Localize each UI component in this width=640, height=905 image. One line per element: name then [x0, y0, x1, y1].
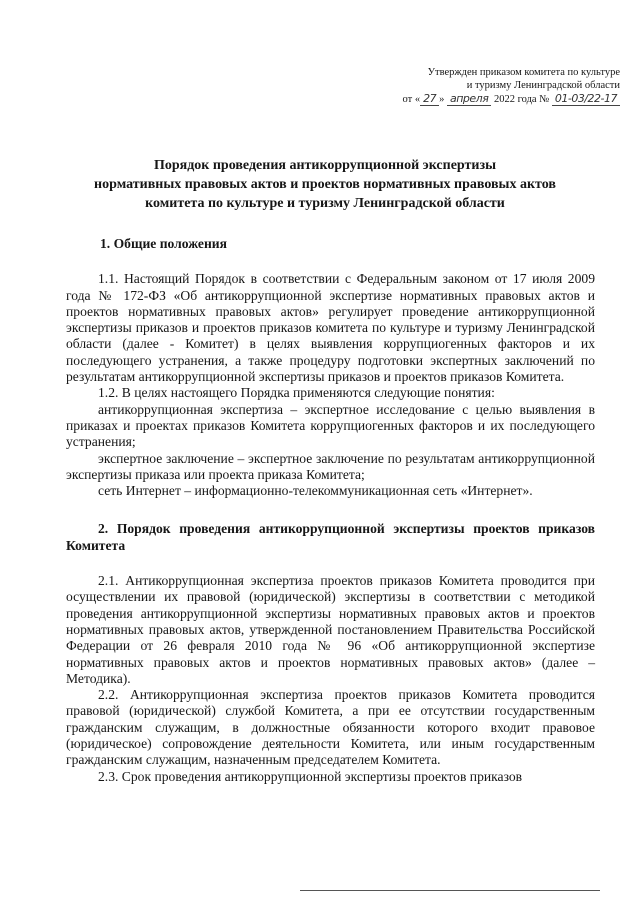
- title-line-1: Порядок проведения антикоррупционной экспертизы: [153, 158, 497, 173]
- document-title: [60, 156, 590, 213]
- approval-year: 2022 года №: [491, 94, 552, 105]
- approval-stamp: [380, 66, 620, 106]
- title-line-3: комитета по культуре и туризму Ленинградской области: [145, 196, 505, 211]
- definition-antikorruption: антикоррупционная экспертиза – экспертное исследование с целью выявления в приказах и проектах приказов Комитета коррупциогенных факторов и их последующего устранения;: [66, 401, 595, 450]
- definition-expert-conclusion: экспертное заключение – экспертное заключение по результатам антикоррупционной экспертизы приказа или проекта приказа Комитета;: [66, 450, 595, 482]
- approval-doc-number: 01-03/22-17: [552, 92, 620, 106]
- approval-month: апреля: [447, 92, 491, 106]
- approval-line-1: Утвержден приказом комитета по культуре: [427, 67, 620, 78]
- page-bottom-rule: [300, 890, 600, 891]
- paragraph-2-2: 2.2. Антикоррупционная экспертиза проектов приказов Комитета проводится правовой (юридической) службой Комитета, а при ее отсутствии государственным гражданским служащим, в должностные обязанности которого входит правовое (юридическое) сопровождение деятельности Комитета, или иным государственным гражданским служащим, назначенным председателем Комитета.: [66, 687, 595, 768]
- definition-internet: сеть Интернет – информационно-телекоммуникационная сеть «Интернет».: [98, 483, 533, 499]
- document-body: [66, 236, 595, 785]
- approval-day: 27: [420, 92, 439, 106]
- approval-date-sep: »: [439, 94, 447, 105]
- paragraph-2-1: 2.1. Антикоррупционная экспертиза проектов приказов Комитета проводится при осуществлении их правовой (юридической) экспертизы в соответствии с методикой проведения антикоррупционной экспертизы нормативных правовых актов и проектов нормативных правовых актов, утвержденной постановлением Правительства Российской Федерации от 26 февраля 2010 года № 96 «Об антикоррупционной экспертизе нормативных правовых актов и проектов нормативных правовых актов» (далее – Методика).: [66, 573, 595, 686]
- title-line-2: нормативных правовых актов и проектов нормативных правовых актов: [94, 177, 556, 192]
- paragraph-1-1: 1.1. Настоящий Порядок в соответствии с Федеральным законом от 17 июля 2009 года № 172-ФЗ «Об антикоррупционной экспертизе нормативных правовых актов и проектов нормативных правовых актов» регулирует проведение антикоррупционной экспертизы приказов и проектов приказов комитета по культуре и туризму Ленинградской области (далее - Комитет) в целях выявления коррупциогенных факторов и их последующего устранения, а также процедуру подготовки экспертных заключений по результатам антикоррупционной экспертизы приказов и проектов приказов Комитета.: [66, 271, 595, 385]
- section-1-heading: 1. Общие положения: [100, 236, 227, 251]
- approval-date-line: [380, 92, 620, 106]
- approval-date-prefix: от «: [402, 94, 421, 105]
- approval-line-2: и туризму Ленинградской области: [466, 80, 620, 91]
- paragraph-2-3: 2.3. Срок проведения антикоррупционной экспертизы проектов приказов: [98, 768, 523, 784]
- section-2-heading: 2. Порядок проведения антикоррупционной экспертизы проектов приказов Комитета: [66, 521, 595, 553]
- paragraph-1-2: 1.2. В целях настоящего Порядка применяются следующие понятия:: [98, 385, 495, 401]
